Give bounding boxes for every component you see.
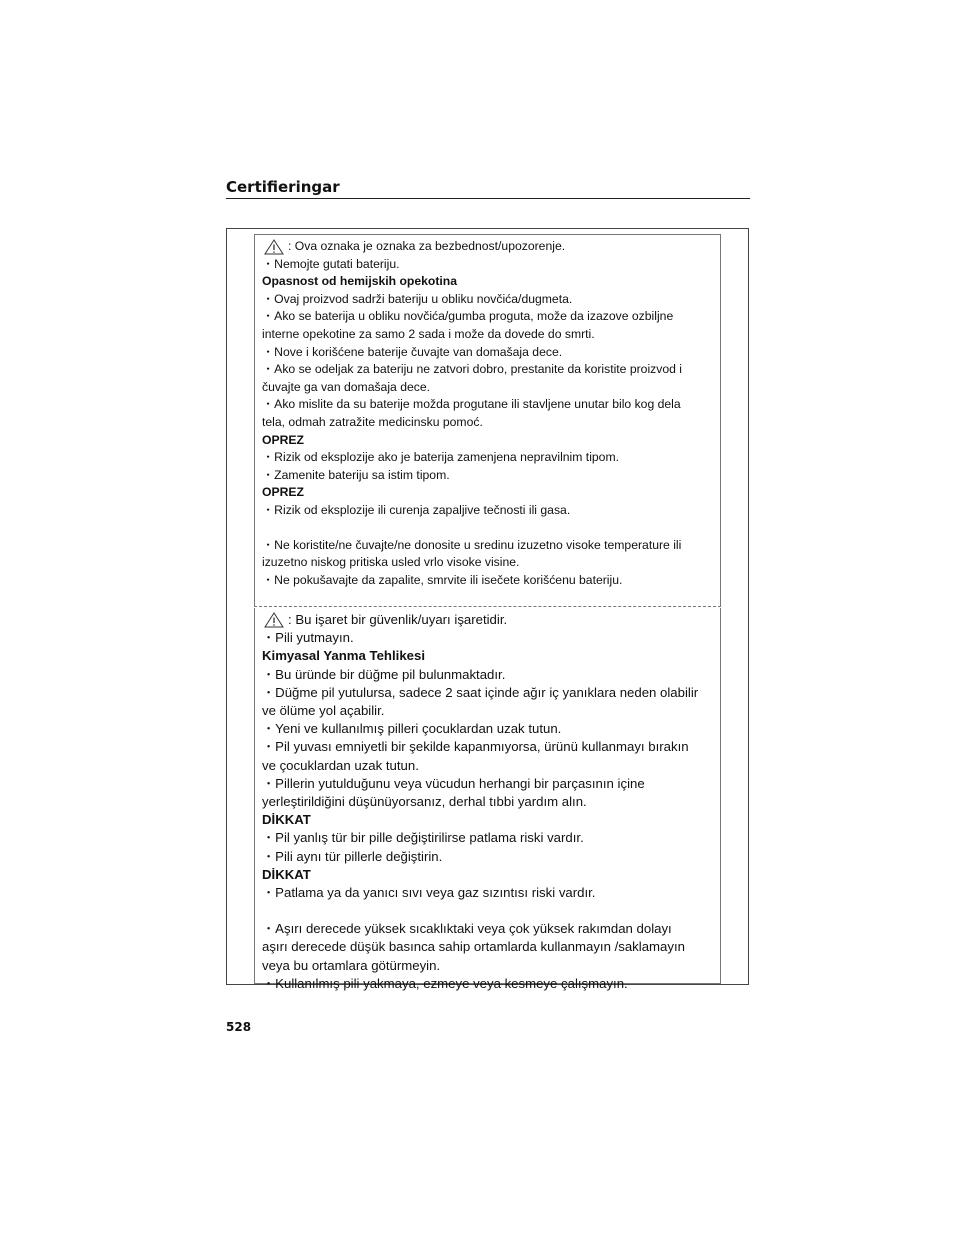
turkish-lines — [262, 629, 714, 993]
text-line: ・Düğme pil yutulursa, sadece 2 saat içinde ağır iç yanıklara neden olabilir — [262, 684, 699, 700]
text-line: ・Ne koristite/ne čuvajte/ne donosite u sredinu izuzetno visoke temperature ili — [262, 537, 682, 552]
serbian-warning-row — [262, 238, 714, 256]
section-heading: DİKKAT — [262, 866, 311, 882]
text-line: ve çocuklardan uzak tutun. — [262, 757, 419, 773]
section-heading: OPREZ — [262, 485, 304, 500]
text-line: yerleştirildiğini düşünüyorsanız, derhal tıbbi yardım alın. — [262, 794, 587, 810]
title-divider — [226, 198, 750, 199]
text-line: ・Ako mislite da su baterije možda progutane ili stavljene unutar bilo kog dela — [262, 397, 681, 412]
warning-triangle-icon — [264, 239, 284, 255]
text-line: ・Ako se baterija u obliku novčića/gumba proguta, može da izazove ozbiljne — [262, 309, 674, 324]
text-line: tela, odmah zatražite medicinsku pomoć. — [262, 414, 483, 429]
serbian-lines — [262, 256, 714, 590]
blank-line — [262, 520, 714, 537]
serbian-warning-panel — [254, 234, 721, 607]
text-line: ・Ako se odeljak za bateriju ne zatvori dobro, prestanite da koristite proizvod i — [262, 362, 683, 377]
text-line: ・Pili aynı tür pillerle değiştirin. — [262, 848, 443, 864]
text-line: ・Ne pokušavajte da zapalite, smrvite ili isečete korišćenu bateriju. — [262, 572, 623, 587]
text-line: interne opekotine za samo 2 sada i može da dovede do smrti. — [262, 326, 595, 341]
serbian-warning-text: : Ova oznaka je oznaka za bezbednost/upozorenje. — [288, 239, 566, 253]
text-line: ・Pili yutmayın. — [262, 630, 354, 646]
text-line: ・Aşırı derecede yüksek sıcaklıktaki veya çok yüksek rakımdan dolayı — [262, 921, 672, 937]
text-line: ve ölüme yol açabilir. — [262, 703, 385, 719]
turkish-warning-row — [262, 611, 714, 629]
text-line: ・Patlama ya da yanıcı sıvı veya gaz sızıntısı riski vardır. — [262, 885, 596, 901]
text-line: ・Rizik od eksplozije ako je baterija zamenjena nepravilnim tipom. — [262, 450, 619, 465]
warning-triangle-icon — [264, 612, 284, 628]
section-heading: Opasnost od hemijskih opekotina — [262, 274, 458, 289]
text-line: ・Zamenite bateriju sa istim tipom. — [262, 467, 450, 482]
blank-line — [262, 902, 714, 920]
text-line: ・Pillerin yutulduğunu veya vücudun herhangi bir parçasının içine — [262, 775, 645, 791]
text-line: izuzetno niskog pritiska usled vrlo visoke visine. — [262, 555, 520, 570]
turkish-warning-text: : Bu işaret bir güvenlik/uyarı işaretidir. — [288, 612, 508, 627]
section-heading: DİKKAT — [262, 812, 311, 828]
turkish-warning-panel — [254, 608, 721, 991]
page-title: Certifieringar — [226, 178, 340, 196]
text-line: ・Pil yuvası emniyetli bir şekilde kapanmıyorsa, ürünü kullanmayı bırakın — [262, 739, 689, 755]
section-heading: OPREZ — [262, 432, 304, 447]
text-line: ・Yeni ve kullanılmış pilleri çocuklardan uzak tutun. — [262, 721, 562, 737]
text-line: ・Pil yanlış tür bir pille değiştirilirse patlama riski vardır. — [262, 830, 584, 846]
text-line: ・Nove i korišćene baterije čuvajte van domašaja dece. — [262, 344, 563, 359]
text-line: ・Rizik od eksplozije ili curenja zapaljive tečnosti ili gasa. — [262, 502, 571, 517]
text-line: ・Bu üründe bir düğme pil bulunmaktadır. — [262, 666, 506, 682]
text-line: čuvajte ga van domašaja dece. — [262, 379, 431, 394]
text-line: aşırı derecede düşük basınca sahip ortamlarda kullanmayın /saklamayın — [262, 939, 685, 955]
text-line: ・Nemojte gutati bateriju. — [262, 256, 400, 271]
text-line: veya bu ortamlara götürmeyin. — [262, 957, 441, 973]
text-line: ・Kullanılmış pili yakmaya, ezmeye veya kesmeye çalışmayın. — [262, 975, 628, 991]
page-number: 528 — [226, 1020, 252, 1034]
text-line: ・Ovaj proizvod sadrži bateriju u obliku novčića/dugmeta. — [262, 291, 573, 306]
section-heading: Kimyasal Yanma Tehlikesi — [262, 648, 425, 664]
